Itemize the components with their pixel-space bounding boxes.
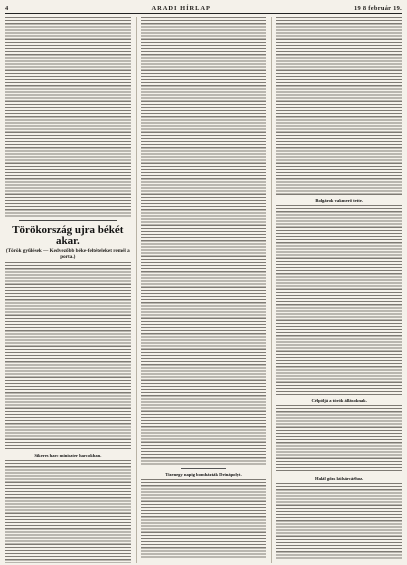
divider	[181, 468, 227, 469]
newspaper-title: ARADI HÍRLAP	[151, 4, 211, 12]
article-text	[276, 483, 402, 559]
section-heading: Sikeres harc miniszter harcokban.	[34, 453, 102, 458]
column-3	[271, 17, 402, 563]
article-text	[141, 17, 267, 465]
article-text	[5, 460, 131, 563]
divider	[19, 220, 117, 221]
page-number: 4	[5, 4, 9, 12]
article-text	[5, 262, 131, 450]
article-text	[276, 205, 402, 395]
article-text	[276, 17, 402, 195]
article-columns	[5, 17, 402, 563]
section-heading: Célpóljá a török állásoknak.	[311, 398, 367, 403]
column-2	[136, 17, 267, 563]
column-1	[5, 17, 131, 563]
section-heading: Bolgárok vakmerő tette.	[315, 198, 363, 203]
article-subheading: (Török gyűlések — Kedvezőbb béke-feltételeket remél a porta.)	[5, 248, 130, 260]
article-headline: Törökország ujra békét akar.	[12, 224, 124, 247]
section-heading: Tizenegy napig bombázták Drinápolyt.	[165, 472, 242, 477]
masthead	[5, 3, 402, 14]
section-heading: Halál gőzs külsárcáéhoz.	[315, 476, 364, 481]
article-text	[276, 405, 402, 473]
article-text	[141, 479, 267, 559]
article-text	[5, 17, 131, 217]
issue-date: 19 8 február 19.	[354, 4, 402, 12]
